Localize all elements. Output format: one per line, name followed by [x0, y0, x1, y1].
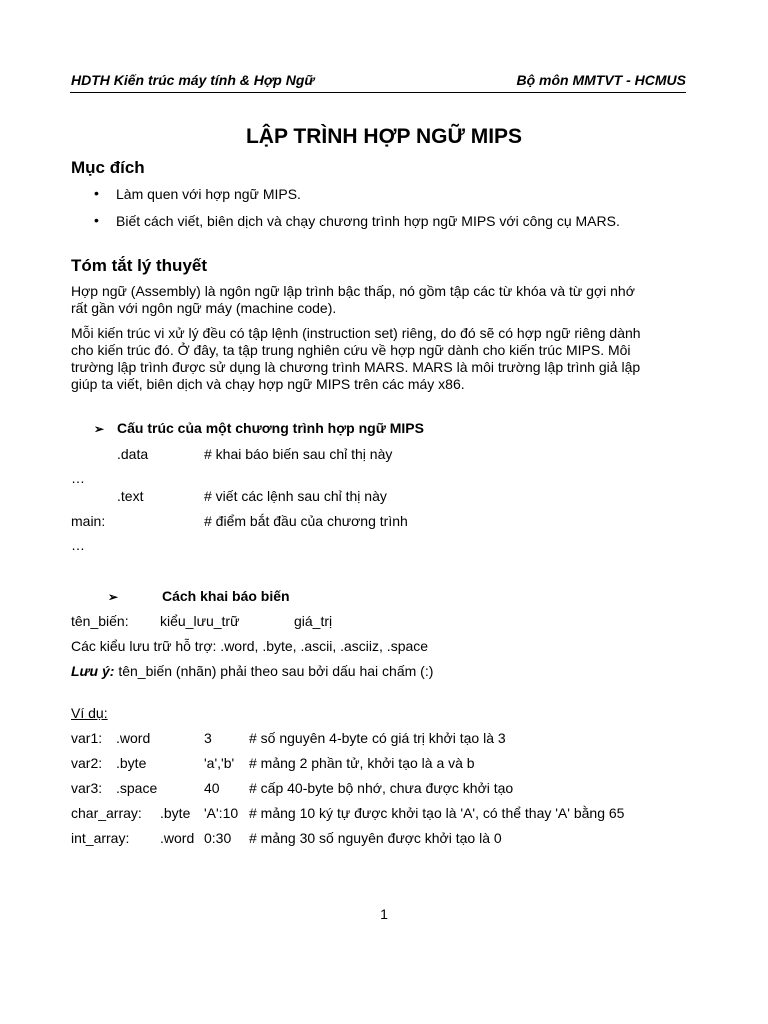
- declare-heading: Cách khai báo biến: [162, 588, 290, 604]
- example-name: int_array:: [71, 830, 130, 846]
- example-value: 'a','b': [204, 755, 235, 771]
- example-type: .byte: [116, 755, 147, 771]
- note-text: tên_biến (nhãn) phải theo sau bởi dấu hai chấm (:): [114, 663, 434, 679]
- example-type: .byte: [160, 805, 191, 821]
- example-name: var2:: [71, 755, 103, 771]
- example-value: 0:30: [204, 830, 232, 846]
- note: [71, 663, 433, 679]
- example-value: 40: [204, 780, 220, 796]
- example-comment: # mảng 10 ký tự được khởi tạo là 'A', có thể thay 'A' bằng 65: [249, 805, 625, 821]
- main-label: main:: [71, 513, 106, 529]
- bullet-icon: •: [94, 185, 99, 201]
- example-value: 3: [204, 730, 212, 746]
- example-name: var3:: [71, 780, 103, 796]
- syntax-name: tên_biến:: [71, 613, 129, 629]
- header-department: Bộ môn MMTVT - HCMUS: [516, 72, 686, 88]
- data-comment: # khai báo biến sau chỉ thị này: [204, 446, 393, 462]
- bullet-icon: •: [94, 212, 99, 228]
- data-directive: .data: [117, 446, 149, 462]
- header-course-title: HDTH Kiến trúc máy tính & Hợp Ngữ: [71, 72, 315, 88]
- theory-p1-line-1: Hợp ngữ (Assembly) là ngôn ngữ lập trình bậc thấp, nó gồm tập các từ khóa và từ gợi nhớ: [71, 283, 635, 299]
- purpose-item-2: [94, 212, 620, 229]
- syntax-value: giá_trị: [294, 613, 333, 629]
- theory-p1-line-2: rất gần với ngôn ngữ máy (machine code).: [71, 300, 337, 316]
- example-comment: # mảng 30 số nguyên được khởi tạo là 0: [249, 830, 502, 846]
- purpose-item-2-text: Biết cách viết, biên dịch và chạy chương trình hợp ngữ MIPS với công cụ MARS.: [116, 213, 620, 229]
- example-comment: # cấp 40-byte bộ nhớ, chưa được khởi tạo: [249, 780, 514, 796]
- purpose-item-1: [94, 185, 301, 202]
- main-comment: # điểm bắt đầu của chương trình: [204, 513, 408, 529]
- example-comment: # mảng 2 phần tử, khởi tạo là a và b: [249, 755, 475, 771]
- theory-p2-line-1: Mỗi kiến trúc vi xử lý đều có tập lệnh (instruction set) riêng, do đó sẽ có hợp ngữ riêng dành: [71, 325, 641, 341]
- syntax-type: kiểu_lưu_trữ: [160, 613, 240, 629]
- example-name: char_array:: [71, 805, 142, 821]
- purpose-item-1-text: Làm quen với hợp ngữ MIPS.: [116, 186, 301, 202]
- header-rule: [70, 92, 686, 93]
- example-name: var1:: [71, 730, 103, 746]
- structure-heading: Cấu trúc của một chương trình hợp ngữ MIPS: [117, 420, 424, 436]
- page-title: LẬP TRÌNH HỢP NGỮ MIPS: [245, 125, 523, 148]
- arrow-bullet-icon: ➢: [108, 590, 119, 604]
- example-value: 'A':10: [204, 805, 239, 821]
- theory-p2-line-3: trường lập trình được sử dụng là chương trình MARS. MARS là môi trường lập trình giả lập: [71, 359, 641, 375]
- page-number: 1: [380, 906, 388, 922]
- theory-heading: Tóm tắt lý thuyết: [71, 256, 208, 275]
- note-label: Lưu ý:: [71, 663, 115, 679]
- arrow-bullet-icon: ➢: [94, 422, 105, 436]
- theory-p2-line-2: cho kiến trúc đó. Ở đây, ta tập trung nghiên cứu về hợp ngữ dành cho kiến trúc MIPS. Môi: [71, 342, 631, 358]
- example-comment: # số nguyên 4-byte có giá trị khởi tạo là 3: [249, 730, 506, 746]
- example-type: .word: [160, 830, 195, 846]
- theory-p2-line-4: giúp ta viết, biên dịch và chạy hợp ngữ MIPS trên các máy x86.: [71, 376, 465, 392]
- text-comment: # viết các lệnh sau chỉ thị này: [204, 488, 387, 504]
- example-type: .word: [116, 730, 151, 746]
- purpose-heading: Mục đích: [71, 158, 145, 177]
- example-type: .space: [116, 780, 158, 796]
- ellipsis: …: [71, 470, 85, 486]
- storage-types: Các kiểu lưu trữ hỗ trợ: .word, .byte, .ascii, .asciiz, .space: [71, 638, 429, 654]
- text-directive: .text: [117, 488, 144, 504]
- ellipsis: …: [71, 537, 85, 553]
- example-heading: Ví dụ:: [71, 705, 108, 721]
